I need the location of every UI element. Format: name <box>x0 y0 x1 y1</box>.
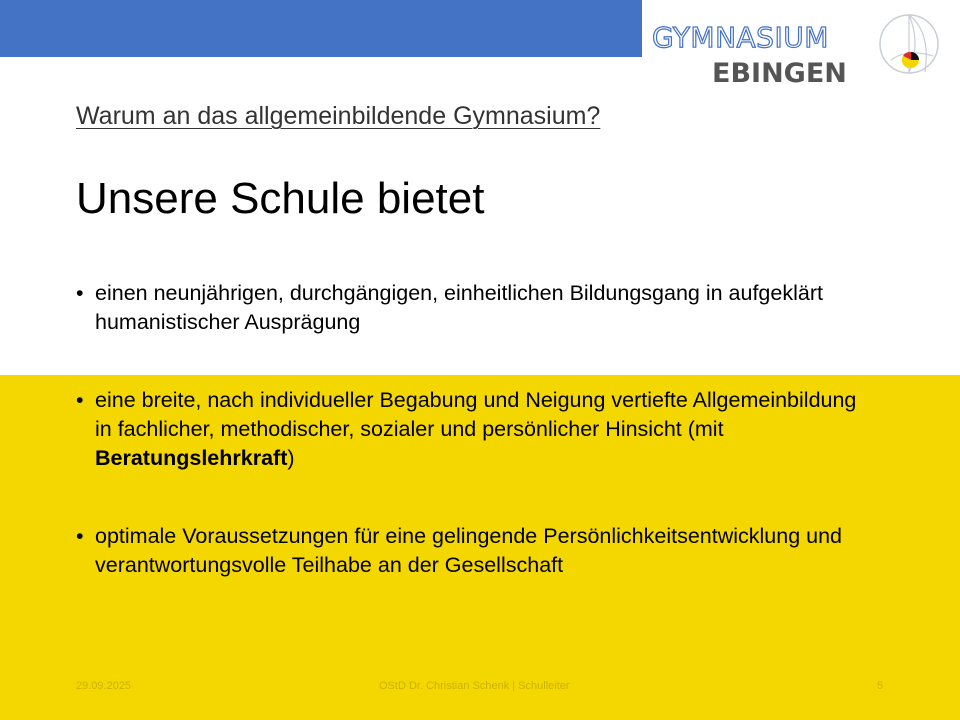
bullet-item <box>76 522 876 580</box>
bullet-dot: • <box>76 524 84 548</box>
logo-text-ebingen: EBINGEN <box>712 58 847 89</box>
bullet-text-part: eine breite, nach individueller Begabung und Neigung vertiefte Allgemeinbildung in fachlicher, methodischer, sozialer und persönlicher Hinsicht (mit <box>95 388 857 441</box>
bullet-dot: • <box>76 388 84 412</box>
school-emblem-icon <box>877 12 941 76</box>
bullet-dot: • <box>76 281 84 305</box>
footer-page-number: 5 <box>877 680 884 692</box>
logo-text-gymnasium: GYMNASIUM <box>652 21 829 54</box>
bullet-text: optimale Voraussetzungen für eine gelingende Persönlichkeitsentwicklung und verantwortungsvolle Teilhabe an der Gesellschaft <box>95 524 843 577</box>
bullet-text <box>95 386 876 473</box>
bullet-item <box>76 279 876 337</box>
slide-subtitle: Warum an das allgemeinbildende Gymnasium? <box>76 102 601 130</box>
slide-title: Unsere Schule bietet <box>76 174 485 223</box>
bullet-text-part: ) <box>287 446 295 470</box>
bullet-bold-term: Beratungslehrkraft <box>95 446 288 470</box>
bullet-text: einen neunjährigen, durchgängigen, einheitlichen Bildungsgang in aufgeklärt humanistischer Ausprägung <box>95 281 823 334</box>
footer-date: 29.09.2025 <box>76 680 132 692</box>
bullet-item <box>76 386 876 473</box>
footer-author: OStD Dr. Christian Schenk | Schulleiter <box>379 680 570 692</box>
